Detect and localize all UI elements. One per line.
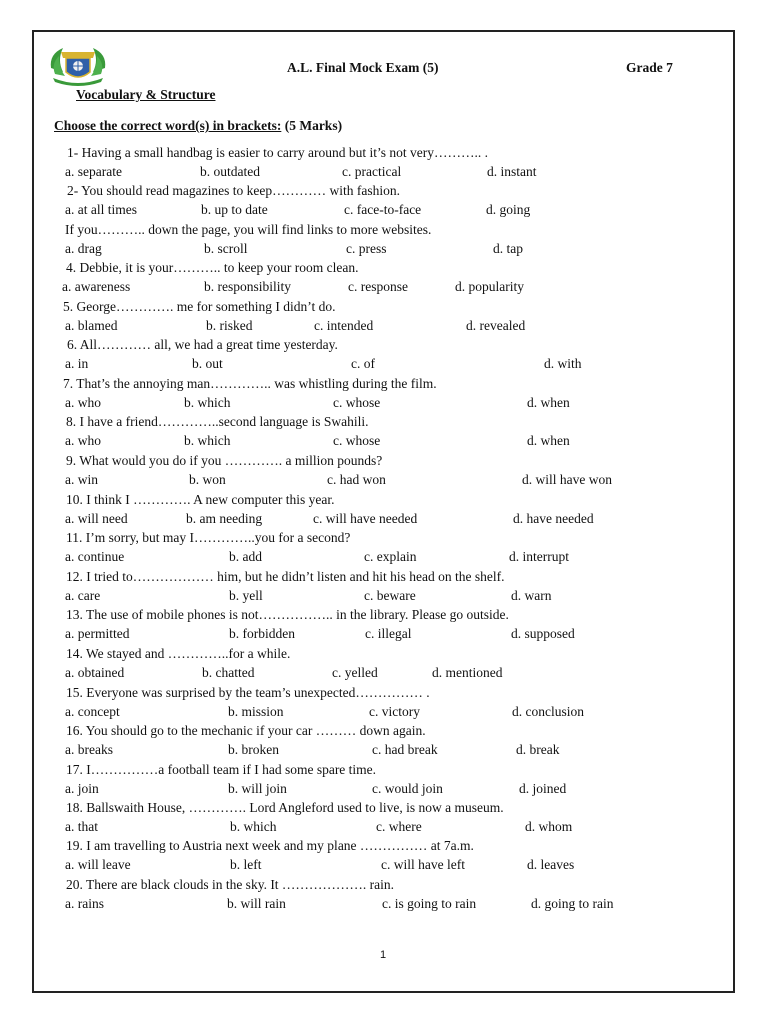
question-text: 1- Having a small handbag is easier to carry around but it’s not very……….. . xyxy=(67,145,489,160)
answer-option-b[interactable]: b. risked xyxy=(206,318,253,333)
answer-option-a[interactable]: a. breaks xyxy=(65,742,113,757)
answer-option-d[interactable]: d. tap xyxy=(493,241,523,256)
answer-option-b[interactable]: b. up to date xyxy=(201,202,268,217)
answer-option-d[interactable]: d. instant xyxy=(487,164,537,179)
answer-option-a[interactable]: a. drag xyxy=(65,241,102,256)
answer-option-c[interactable]: c. would join xyxy=(372,781,443,796)
question-row xyxy=(0,723,768,742)
question-row xyxy=(0,299,768,318)
question-row xyxy=(0,569,768,588)
question-text: 12. I tried to……………… him, but he didn’t listen and hit his head on the shelf. xyxy=(66,569,505,584)
answer-option-d[interactable]: d. warn xyxy=(511,588,552,603)
answer-option-c[interactable]: c. response xyxy=(348,279,408,294)
instructions-text: Choose the correct word(s) in brackets: xyxy=(54,118,282,133)
answer-options-row xyxy=(0,241,768,260)
question-row xyxy=(0,145,768,164)
answer-option-c[interactable]: c. whose xyxy=(333,433,381,448)
question-text: 10. I think I …………. A new computer this year. xyxy=(66,492,335,507)
answer-option-b[interactable]: b. mission xyxy=(228,704,284,719)
answer-option-b[interactable]: b. which xyxy=(230,819,277,834)
question-row xyxy=(0,530,768,549)
answer-option-a[interactable]: a. at all times xyxy=(65,202,137,217)
answer-option-c[interactable]: c. is going to rain xyxy=(382,896,477,911)
question-row xyxy=(0,685,768,704)
answer-option-a[interactable]: a. separate xyxy=(65,164,122,179)
question-text: 4. Debbie, it is your……….. to keep your room clean. xyxy=(66,260,359,275)
question-text: 15. Everyone was surprised by the team’s unexpected…………… . xyxy=(66,685,430,700)
answer-option-c[interactable]: c. intended xyxy=(314,318,374,333)
answer-options-row xyxy=(0,857,768,876)
question-row xyxy=(0,414,768,433)
question-text: 8. I have a friend…………..second language is Swahili. xyxy=(66,414,369,429)
answer-options-row xyxy=(0,472,768,491)
question-text: 11. I’m sorry, but may I…………..you for a second? xyxy=(66,530,351,545)
answer-option-a[interactable]: a. who xyxy=(65,433,101,448)
answer-option-a[interactable]: a. permitted xyxy=(65,626,130,641)
answer-option-b[interactable]: b. out xyxy=(192,356,223,371)
question-row xyxy=(0,337,768,356)
answer-options-row xyxy=(0,704,768,723)
answer-options-row xyxy=(0,164,768,183)
answer-option-b[interactable]: b. chatted xyxy=(202,665,255,680)
answer-option-a[interactable]: a. who xyxy=(65,395,101,410)
answer-option-d[interactable]: d. supposed xyxy=(511,626,575,641)
instructions-marks: (5 Marks) xyxy=(281,118,343,133)
answer-option-b[interactable]: b. scroll xyxy=(204,241,248,256)
answer-option-b[interactable]: b. forbidden xyxy=(229,626,295,641)
question-row xyxy=(0,877,768,896)
answer-option-b[interactable]: b. left xyxy=(230,857,262,872)
answer-option-c[interactable]: c. of xyxy=(351,356,375,371)
answer-options-row xyxy=(0,433,768,452)
instructions xyxy=(54,118,342,134)
answer-option-d[interactable]: d. joined xyxy=(519,781,567,796)
question-row xyxy=(0,800,768,819)
question-text: 14. We stayed and …………..for a while. xyxy=(66,646,291,661)
answer-option-c[interactable]: c. will have left xyxy=(381,857,465,872)
answer-option-d[interactable]: d. popularity xyxy=(455,279,524,294)
answer-option-c[interactable]: c. practical xyxy=(342,164,402,179)
answer-option-c[interactable]: c. illegal xyxy=(365,626,412,641)
answer-option-b[interactable]: b. outdated xyxy=(200,164,260,179)
answer-options-row xyxy=(0,202,768,221)
answer-option-c[interactable]: c. victory xyxy=(369,704,420,719)
answer-option-a[interactable]: a. will leave xyxy=(65,857,131,872)
question-row xyxy=(0,762,768,781)
answer-options-row xyxy=(0,588,768,607)
question-row xyxy=(0,646,768,665)
answer-option-d[interactable]: d. going xyxy=(486,202,531,217)
answer-option-a[interactable]: a. join xyxy=(65,781,99,796)
answer-option-a[interactable]: a. that xyxy=(65,819,98,834)
question-text: 20. There are black clouds in the sky. It ………………. rain. xyxy=(66,877,395,892)
answer-option-c[interactable]: c. where xyxy=(376,819,422,834)
question-text: 5. George…………. me for something I didn’t do. xyxy=(63,299,336,314)
question-row xyxy=(0,453,768,472)
answer-option-d[interactable]: d. conclusion xyxy=(512,704,584,719)
answer-option-c[interactable]: c. face-to-face xyxy=(344,202,422,217)
question-text: 18. Ballswaith House, …………. Lord Angleford used to live, is now a museum. xyxy=(66,800,504,815)
question-text: 7. That’s the annoying man………….. was whistling during the film. xyxy=(63,376,437,391)
answer-option-c[interactable]: c. had won xyxy=(327,472,386,487)
question-text: 13. The use of mobile phones is not…………….. in the library. Please go outside. xyxy=(66,607,509,622)
grade-label: Grade 7 xyxy=(626,60,673,75)
question-text: 6. All………… all, we had a great time yesterday. xyxy=(67,337,338,352)
page-number: 1 xyxy=(380,949,387,961)
answer-option-d[interactable]: d. interrupt xyxy=(509,549,569,564)
answer-option-d[interactable]: d. whom xyxy=(525,819,573,834)
answer-option-b[interactable]: b. yell xyxy=(229,588,263,603)
answer-option-c[interactable]: c. beware xyxy=(364,588,416,603)
answer-option-c[interactable]: c. will have needed xyxy=(313,511,418,526)
answer-options-row xyxy=(0,395,768,414)
answer-option-b[interactable]: b. won xyxy=(189,472,226,487)
answer-options-row xyxy=(0,318,768,337)
answer-option-d[interactable]: d. revealed xyxy=(466,318,526,333)
answer-options-row xyxy=(0,819,768,838)
answer-option-b[interactable]: b. which xyxy=(184,395,231,410)
question-row xyxy=(0,838,768,857)
answer-options-row xyxy=(0,279,768,298)
question-row xyxy=(0,376,768,395)
question-row xyxy=(0,492,768,511)
answer-option-c[interactable]: c. explain xyxy=(364,549,417,564)
answer-option-c[interactable]: c. yelled xyxy=(332,665,378,680)
answer-option-a[interactable]: a. rains xyxy=(65,896,104,911)
answer-option-d[interactable]: d. when xyxy=(527,395,570,410)
section-heading: Vocabulary & Structure xyxy=(76,87,216,102)
question-row xyxy=(0,607,768,626)
answer-options-row xyxy=(0,626,768,645)
answer-options-row xyxy=(0,356,768,375)
question-row xyxy=(0,183,768,202)
answer-option-b[interactable]: b. am needing xyxy=(186,511,263,526)
question-row xyxy=(0,260,768,279)
answer-option-c[interactable]: c. press xyxy=(346,241,387,256)
answer-options-row xyxy=(0,742,768,761)
question-text: 2- You should read magazines to keep………… with fashion. xyxy=(67,183,400,198)
answer-option-b[interactable]: b. broken xyxy=(228,742,279,757)
answer-option-a[interactable]: a. will need xyxy=(65,511,128,526)
answer-options-row xyxy=(0,781,768,800)
answer-option-a[interactable]: a. concept xyxy=(65,704,120,719)
exam-title: A.L. Final Mock Exam (5) xyxy=(287,60,439,75)
answer-option-c[interactable]: c. had break xyxy=(372,742,438,757)
answer-option-a[interactable]: a. in xyxy=(65,356,89,371)
answer-option-d[interactable]: d. mentioned xyxy=(432,665,503,680)
answer-option-a[interactable]: a. win xyxy=(65,472,98,487)
answer-options-row xyxy=(0,665,768,684)
answer-option-d[interactable]: d. with xyxy=(544,356,582,371)
answer-option-b[interactable]: b. which xyxy=(184,433,231,448)
answer-option-d[interactable]: d. will have won xyxy=(522,472,612,487)
question-row xyxy=(0,222,768,241)
answer-option-b[interactable]: b. will rain xyxy=(227,896,286,911)
question-text: If you……….. down the page, you will find links to more websites. xyxy=(65,222,432,237)
question-text: 17. I……………a football team if I had some spare time. xyxy=(66,762,377,777)
answer-option-d[interactable]: d. going to rain xyxy=(531,896,614,911)
answer-option-d[interactable]: d. have needed xyxy=(513,511,594,526)
answer-option-a[interactable]: a. obtained xyxy=(65,665,125,680)
answer-option-d[interactable]: d. break xyxy=(516,742,560,757)
answer-options-row xyxy=(0,896,768,915)
answer-option-a[interactable]: a. awareness xyxy=(62,279,131,294)
answer-option-b[interactable]: b. will join xyxy=(228,781,287,796)
answer-option-b[interactable]: b. add xyxy=(229,549,262,564)
question-text: 16. You should go to the mechanic if your car ……… down again. xyxy=(66,723,426,738)
answer-option-b[interactable]: b. responsibility xyxy=(204,279,291,294)
answer-option-d[interactable]: d. when xyxy=(527,433,570,448)
question-text: 19. I am travelling to Austria next week and my plane …………… at 7a.m. xyxy=(66,838,474,853)
answer-option-a[interactable]: a. continue xyxy=(65,549,125,564)
answer-option-a[interactable]: a. blamed xyxy=(65,318,118,333)
answer-option-a[interactable]: a. care xyxy=(65,588,101,603)
answer-option-d[interactable]: d. leaves xyxy=(527,857,575,872)
answer-options-row xyxy=(0,549,768,568)
answer-option-c[interactable]: c. whose xyxy=(333,395,381,410)
answer-options-row xyxy=(0,511,768,530)
school-crest-icon xyxy=(47,42,109,86)
question-text: 9. What would you do if you …………. a million pounds? xyxy=(66,453,383,468)
